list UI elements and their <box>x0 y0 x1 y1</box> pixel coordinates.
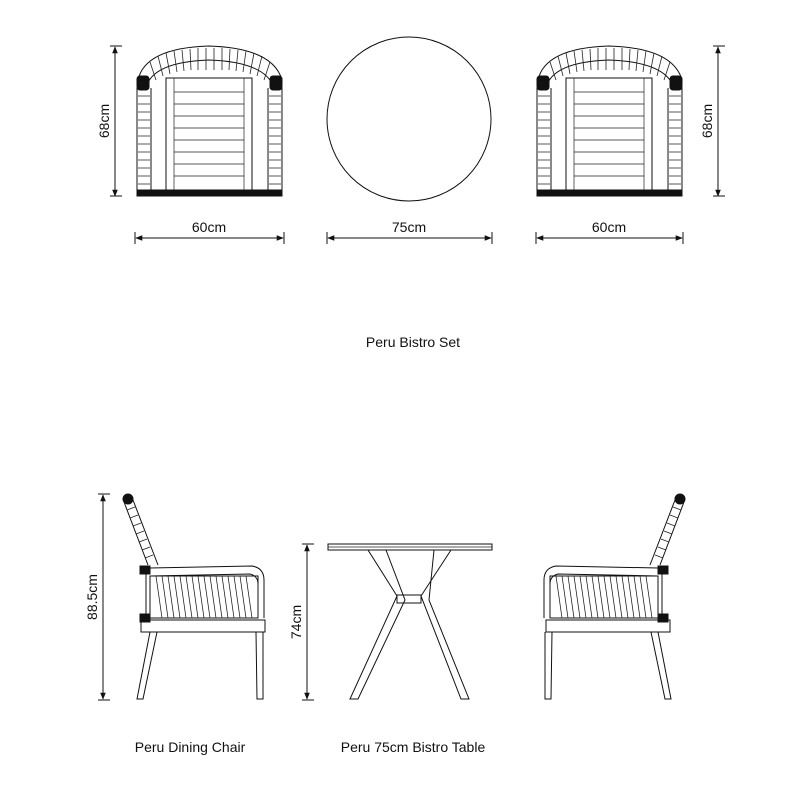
dining-chair-caption: Peru Dining Chair <box>134 739 246 755</box>
bistro-table-caption: Peru 75cm Bistro Table <box>340 739 486 755</box>
top-left-chair-depth-label: 68cm <box>96 103 112 139</box>
top-right-chair-depth-label: 68cm <box>699 103 715 139</box>
top-view-table <box>327 37 491 201</box>
top-table-diameter-label: 75cm <box>391 219 427 235</box>
top-view-chair-left <box>137 46 282 196</box>
set-title: Peru Bistro Set <box>365 334 461 350</box>
side-chair-height-label: 88.5cm <box>84 574 100 620</box>
top-right-chair-width-label: 60cm <box>591 219 627 235</box>
top-left-chair-width-label: 60cm <box>191 219 227 235</box>
side-view-table <box>328 544 492 699</box>
side-view-chair-right <box>544 494 685 699</box>
side-table-height-label: 74cm <box>288 604 304 640</box>
top-view-chair-right <box>537 46 682 196</box>
side-view-chair-left <box>123 494 265 699</box>
